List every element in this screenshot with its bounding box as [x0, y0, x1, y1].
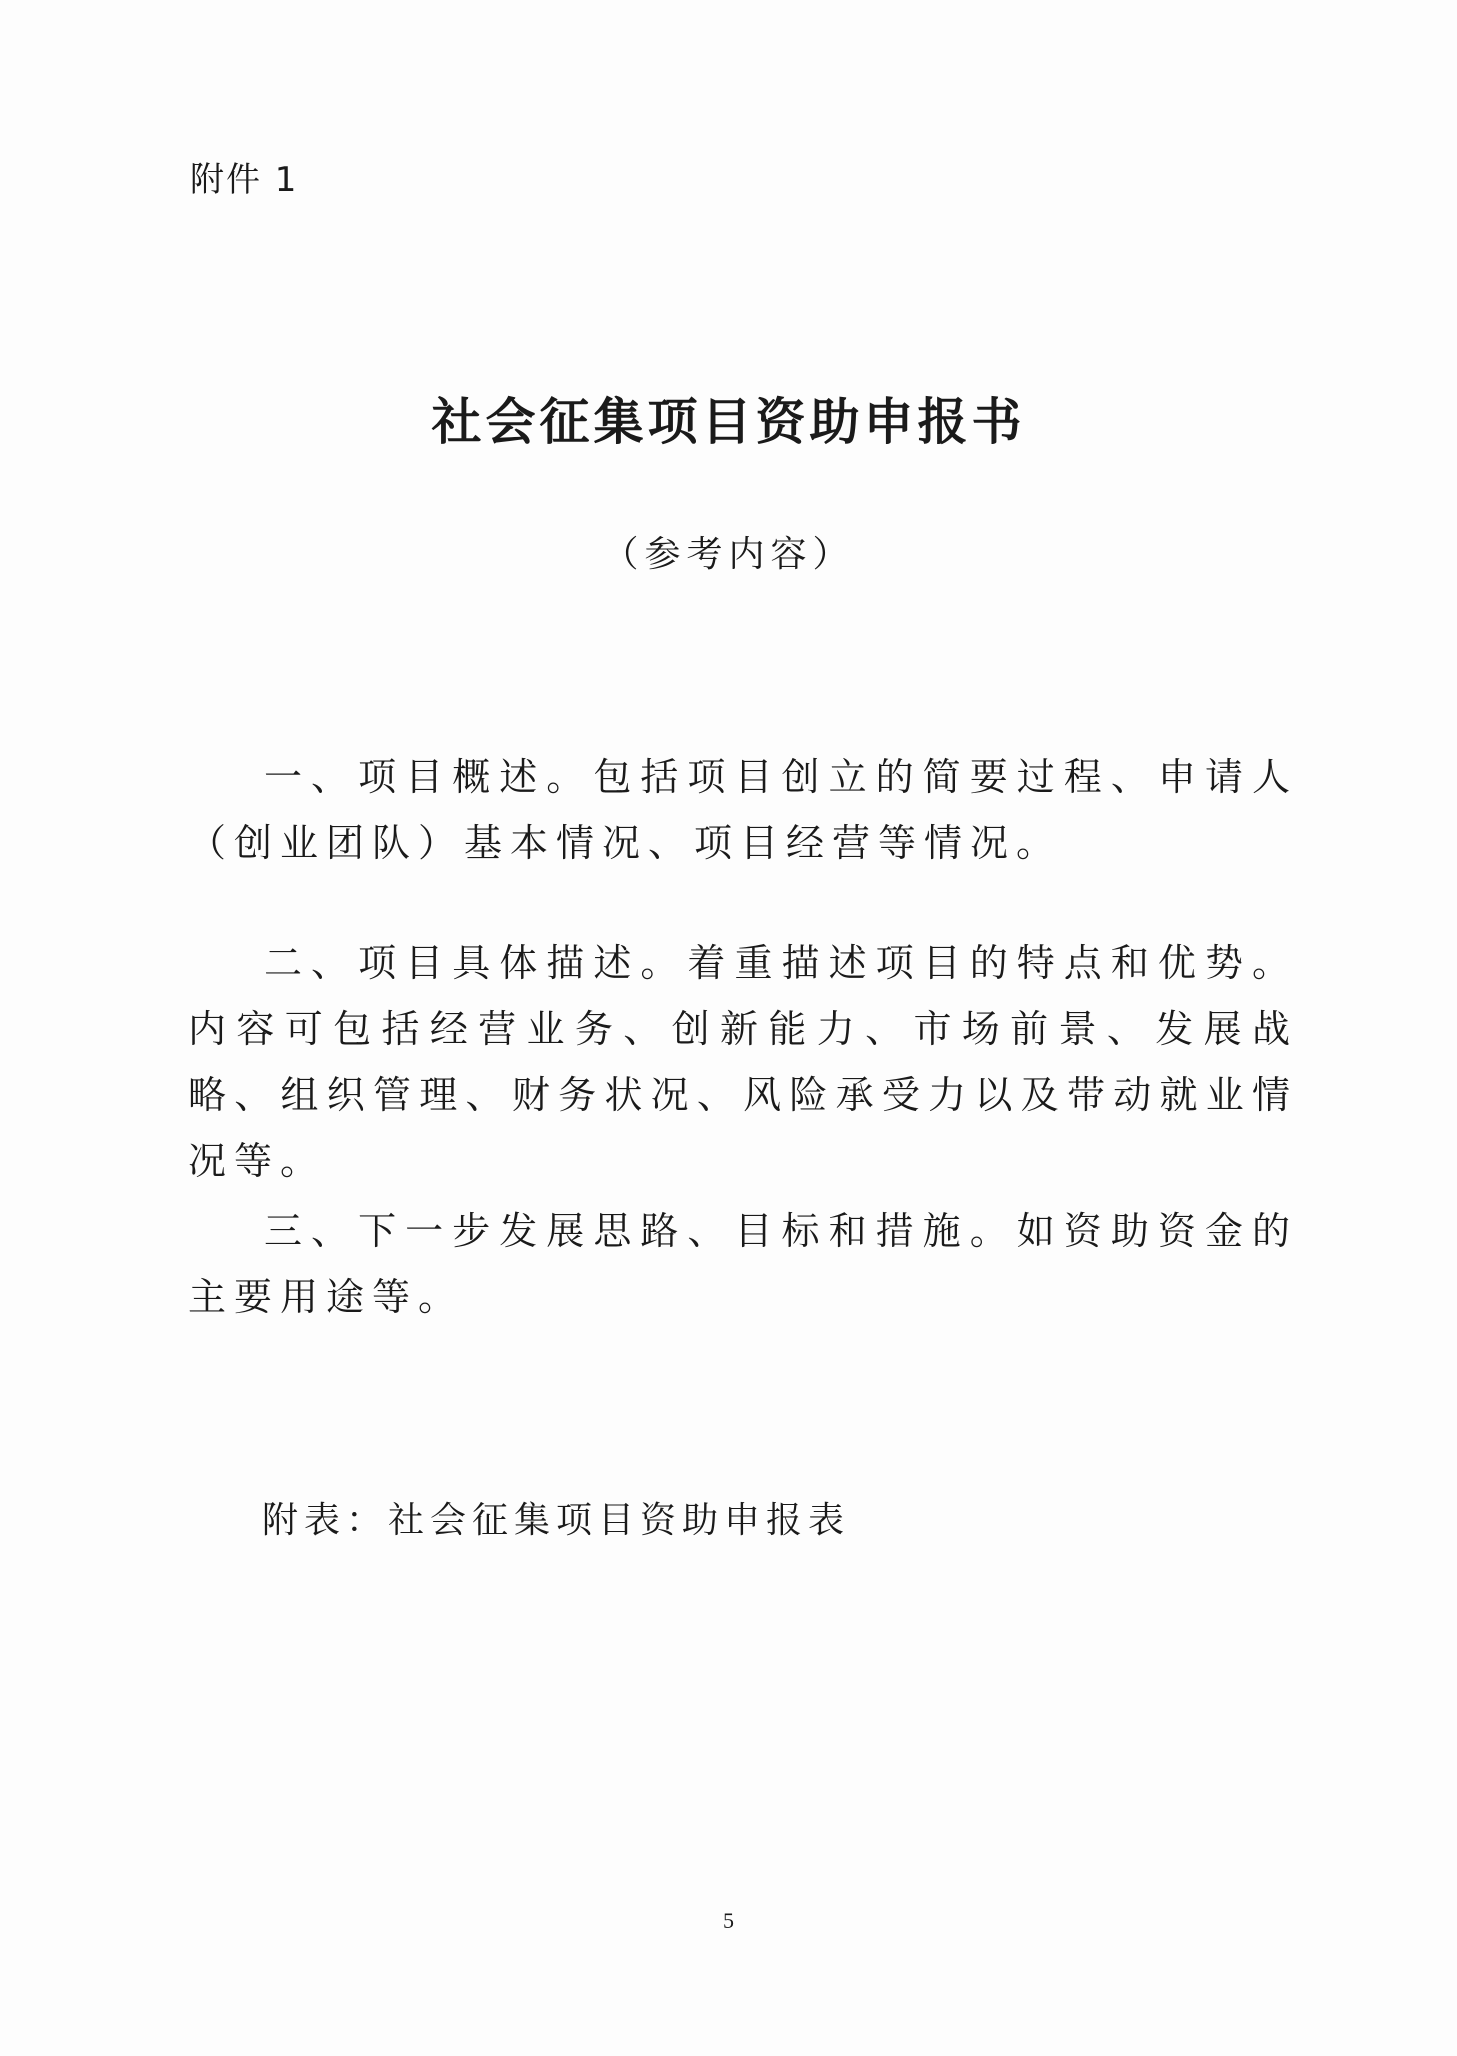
attachment-label: 附件 1 [190, 160, 299, 200]
paragraph-project-overview: 一、项目概述。包括项目创立的简要过程、申请人（创业团队）基本情况、项目经营等情况。 [188, 755, 1298, 865]
document-subtitle: （参考内容） [602, 534, 855, 575]
appendix-text: 社会征集项目资助申报表 [388, 1500, 851, 1541]
page-number: 5 [723, 1908, 734, 1933]
appendix-line [262, 1492, 850, 1543]
document-title: 社会征集项目资助申报书 [431, 392, 1026, 451]
paragraph-next-steps: 三、下一步发展思路、目标和措施。如资助资金的主要用途等。 [188, 1209, 1298, 1319]
appendix-label: 附表： [262, 1500, 389, 1541]
paragraph-project-description: 二、项目具体描述。着重描述项目的特点和优势。内容可包括经营业务、创新能力、市场前景、发展战略、组织管理、财务状况、风险承受力以及带动就业情况等。 [188, 941, 1298, 1183]
